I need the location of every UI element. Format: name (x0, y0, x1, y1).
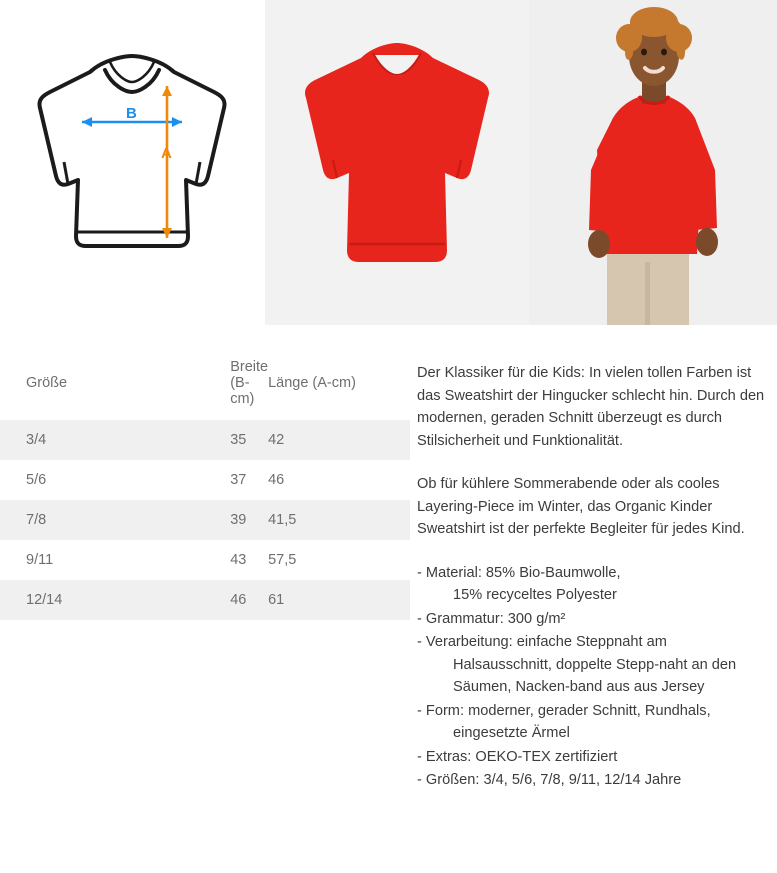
cell-length: 41,5 (268, 500, 410, 540)
cell-size: 5/6 (0, 460, 112, 500)
spec-item-material (417, 562, 769, 607)
spec-line: - Material: 85% Bio-Baumwolle, (417, 564, 621, 581)
spec-continuation: Halsausschnitt, doppelte Stepp-naht an den Säumen, Nacken-band aus aus Jersey (453, 656, 737, 695)
spec-line: - Form: moderner, gerader Schnitt, Rundhals, (417, 702, 711, 719)
red-sweatshirt-flat-icon (265, 0, 529, 325)
model-photo-pane (529, 0, 777, 325)
details-section (0, 325, 777, 793)
cell-size: 3/4 (0, 420, 112, 460)
product-description (410, 325, 777, 793)
cell-width: 43 (112, 540, 268, 580)
spec-item-fit (417, 700, 769, 745)
spec-item-weight (417, 608, 769, 631)
table-header-row (0, 346, 410, 420)
cell-width: 39 (112, 500, 268, 540)
column-header-size: Größe (0, 346, 112, 420)
spec-line: - Größen: 3/4, 5/6, 7/8, 9/11, 12/14 Jahre (417, 772, 682, 788)
spec-line: - Verarbeitung: einfache Steppnaht am (417, 634, 667, 650)
spec-continuation: eingesetzte Ärmel (453, 725, 570, 741)
product-image-strip (0, 0, 777, 325)
cell-length: 57,5 (268, 540, 410, 580)
cell-size: 9/11 (0, 540, 112, 580)
spec-continuation: 15% recyceltes Polyester (453, 587, 617, 603)
description-paragraph-1: Der Klassiker für die Kids: In vielen tollen Farben ist das Sweatshirt der Hingucker schlecht hin. Durch den modernen, geraden Schnitt überzeugt es durch Stilsicherheit und Funktionalität. (417, 365, 765, 449)
measurement-diagram-pane (0, 0, 265, 325)
table-row (0, 500, 410, 540)
column-header-length: Länge (A-cm) (268, 346, 410, 420)
cell-length: 42 (268, 420, 410, 460)
length-dimension-label: A (161, 145, 172, 162)
spec-item-sizes (417, 769, 769, 792)
cell-width: 46 (112, 580, 268, 620)
cell-length: 61 (268, 580, 410, 620)
description-paragraph-2: Ob für kühlere Sommerabende oder als cooles Layering-Piece im Winter, das Organic Kinder Sweatshirt ist der perfekte Begleiter für jedes Kind. (417, 476, 745, 537)
cell-size: 7/8 (0, 500, 112, 540)
size-table (0, 346, 410, 620)
cell-width: 35 (112, 420, 268, 460)
table-row (0, 420, 410, 460)
spec-item-extras (417, 746, 769, 769)
table-row (0, 540, 410, 580)
specification-list (417, 562, 769, 792)
child-model-icon (529, 0, 777, 325)
flat-lay-photo-pane (265, 0, 529, 325)
cell-width: 37 (112, 460, 268, 500)
table-row (0, 580, 410, 620)
spec-item-workmanship (417, 631, 769, 699)
size-table-wrapper (0, 325, 410, 620)
cell-size: 12/14 (0, 580, 112, 620)
spec-line: - Extras: OEKO-TEX zertifiziert (417, 748, 618, 765)
table-row (0, 460, 410, 500)
column-header-width: Breite (B-cm) (112, 346, 268, 420)
sweatshirt-outline-icon (0, 0, 265, 325)
width-dimension-label: B (126, 105, 137, 122)
spec-line: - Grammatur: 300 g/m² (417, 610, 566, 627)
cell-length: 46 (268, 460, 410, 500)
